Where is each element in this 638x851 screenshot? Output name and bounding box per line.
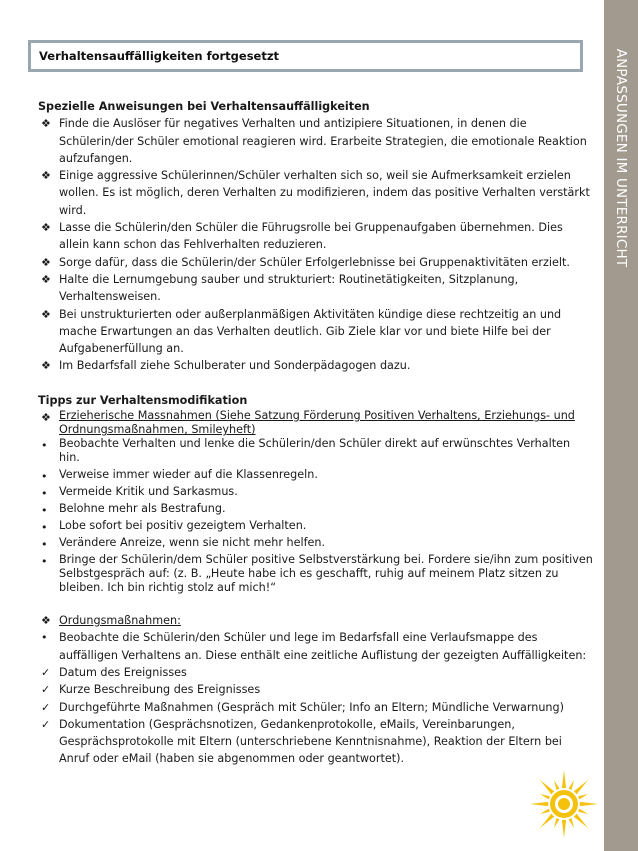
dot-bullet-icon: •	[41, 487, 48, 501]
list-item	[38, 612, 594, 629]
dot-bullet-icon: •	[41, 439, 48, 453]
list-item: • Bringe der Schülerin/dem Schüler positive Selbstverstärkung bei. Fordere sie/ihn zum positiven Selbstgespräch auf: (z. B. „Heute habe ich es geschafft, ruhig auf meinem Platz sitzen zu bleiben. Ich bin richtig stolz auf mich!“	[41, 553, 593, 595]
checkmark-icon: ✓	[41, 717, 51, 731]
section-heading-instructions: Spezielle Anweisungen bei Verhaltensauffälligkeiten	[38, 100, 370, 113]
dot-bullet-icon: •	[41, 538, 48, 552]
sun-ray	[569, 818, 574, 828]
page-title: Verhaltensauffälligkeiten fortgesetzt	[39, 49, 280, 63]
sun-ray	[554, 780, 559, 790]
measures-link[interactable]: Erzieherische Massnahmen (Siehe Satzung Förderung Positiven Verhaltens, Erziehungs- und Ordnungsmaßnahmen, Smileyheft)	[59, 409, 575, 437]
checklist-item: ✓ Dokumentation (Gesprächsnotizen, Gedankenprotokolle, eMails, Vereinbarungen, Gesprächsprotokolle mit Eltern (unterschriebene Kenntnisnahme), Reaktion der Eltern bei Anruf oder eMail (haben sie abgenommen oder geantwortet).	[41, 717, 562, 766]
dot-bullet-icon: •	[41, 555, 48, 569]
sun-ray	[562, 820, 566, 838]
sun-ray	[540, 780, 554, 794]
checklist-item: ✓ Durchgeführte Maßnahmen (Gespräch mit Schüler; Info an Eltern; Mündliche Verwarnung)	[38, 699, 594, 716]
list-item: ❖ Einige aggressive Schülerinnen/Schüler verhalten sich so, weil sie Aufmerksamkeit erzielen wollen. Es ist möglich, deren Verhalten zu modifizieren, indem das positive Verhalten verstärkt wird.	[41, 169, 590, 217]
checkmark-icon: ✓	[41, 700, 51, 714]
diamond-bullet-icon: ❖	[41, 411, 51, 425]
diamond-bullet-icon: ❖	[41, 359, 51, 373]
sun-ray	[574, 780, 588, 794]
side-label: ANPASSUNGEN IM UNTERRICHT	[613, 48, 629, 268]
sun-ray	[578, 794, 588, 799]
sun-ray	[540, 809, 550, 814]
list-item	[38, 409, 594, 437]
diamond-bullet-icon: ❖	[41, 169, 51, 183]
sun-ray	[578, 809, 588, 814]
sun-ray	[569, 780, 574, 790]
diamond-bullet-icon: ❖	[41, 221, 51, 235]
order-measures-link[interactable]: Ordungsmaßnahmen:	[59, 614, 181, 628]
sun-ray	[540, 814, 554, 828]
dot-bullet-icon: •	[41, 631, 48, 645]
list-item: ❖ Im Bedarfsfall ziehe Schulberater und Sonderpädagogen dazu.	[38, 357, 594, 374]
checkmark-icon: ✓	[41, 665, 51, 679]
diamond-bullet-icon: ❖	[41, 307, 51, 321]
dot-bullet-icon: •	[41, 504, 48, 518]
list-item: ❖ Sorge dafür, dass die Schülerin/der Schüler Erfolgerlebnisse bei Gruppenaktivitäten erzielt.	[38, 254, 594, 271]
list-item: ❖ Finde die Auslöser für negatives Verhalten und antizipiere Situationen, in denen die Schülerin/der Schüler emotional reagieren wird. Erarbeite Strategien, die emotionale Reaktion aufzufangen.	[41, 117, 587, 165]
content	[38, 98, 594, 768]
list-item: ❖ Halte die Lernumgebung sauber und strukturiert: Routinetätigkeiten, Sitzplanung, Verhaltensweisen.	[41, 272, 519, 304]
sun-ray	[562, 770, 566, 788]
list-item: ❖ Lasse die Schülerin/den Schüler die Führugsrolle bei Gruppenaufgaben übernehmen. Dies allein kann schon das Fehlverhalten reduzieren.	[41, 221, 563, 252]
sun-ray	[554, 818, 559, 828]
list-item: • Verweise immer wieder auf die Klassenregeln.	[41, 468, 318, 484]
title-box	[28, 40, 583, 72]
diamond-bullet-icon: ❖	[41, 255, 51, 269]
list-item: • Verändere Anreize, wenn sie nicht mehr helfen.	[41, 536, 326, 552]
sun-ray	[530, 802, 548, 806]
dot-bullet-icon: •	[41, 470, 48, 484]
diamond-bullet-icon: ❖	[41, 272, 51, 286]
sun-ray	[580, 802, 598, 806]
list-item: • Beobachte Verhalten und lenke die Schülerin/den Schüler direkt auf erwünschtes Verhalten hin.	[41, 437, 571, 465]
checkmark-icon: ✓	[41, 683, 51, 697]
checklist-item: ✓ Kurze Beschreibung des Ereignisses	[38, 681, 594, 698]
sun-ray	[540, 794, 550, 799]
diamond-bullet-icon: ❖	[41, 117, 51, 131]
diamond-bullet-icon: ❖	[41, 614, 51, 628]
dot-bullet-icon: •	[41, 521, 48, 535]
section-heading-tips: Tipps zur Verhaltensmodifikation	[38, 393, 248, 407]
list-item: • Vermeide Kritik und Sarkasmus.	[41, 485, 238, 501]
sun-ray	[574, 814, 588, 828]
checklist-item: ✓ Datum des Ereignisses	[38, 664, 594, 681]
list-item: • Beobachte die Schülerin/den Schüler und lege im Bedarfsfall eine Verlaufsmappe des auffälligen Verhaltens an. Diese enthält eine zeitliche Auflistung der gezeigten Auffälligkeiten:	[41, 631, 587, 662]
list-item: • Belohne mehr als Bestrafung.	[41, 502, 226, 518]
list-item: ❖ Bei unstrukturierten oder außerplanmäßigen Aktivitäten kündige diese rechtzeitig an und mache Erwartungen an das Verhalten deutlich. Gib Ziele klar vor und biete Hilfe bei der Aufgabenerfüllung an.	[41, 307, 562, 356]
list-item: • Lobe sofort bei positiv gezeigtem Verhalten.	[41, 519, 307, 535]
sun-logo-icon	[528, 768, 600, 840]
